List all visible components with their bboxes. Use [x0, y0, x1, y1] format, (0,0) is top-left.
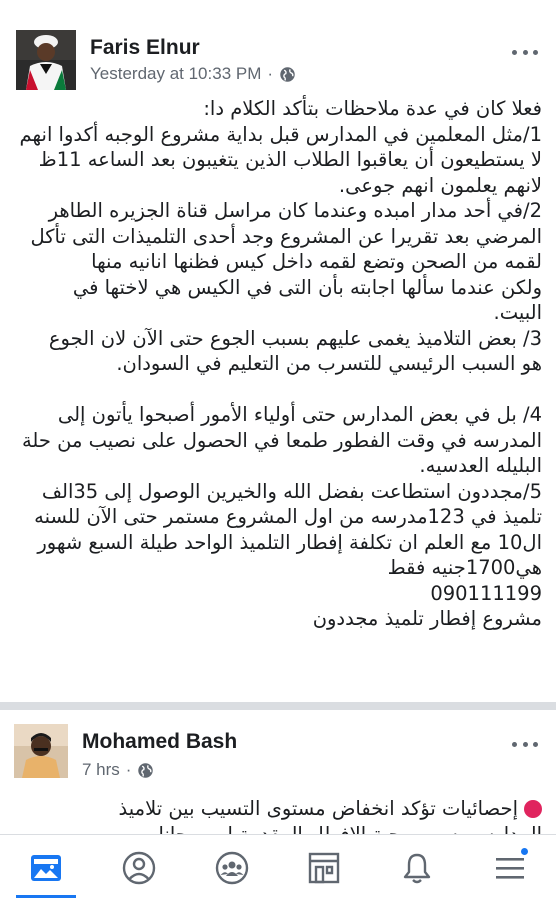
- author-name[interactable]: Mohamed Bash: [82, 730, 238, 753]
- bottom-tab-bar: [0, 834, 556, 900]
- post-header: [16, 28, 540, 92]
- more-dot: [512, 742, 517, 747]
- post-text-line: فعلا كان في عدة ملاحظات بتأكد الكلام دا:: [203, 97, 542, 120]
- more-dot: [523, 742, 528, 747]
- avatar[interactable]: [14, 724, 68, 778]
- notifications-bell-icon: [399, 850, 435, 886]
- tab-news-feed[interactable]: [16, 838, 76, 898]
- post-text-line: 5/مجددون استطاعت بفضل الله والخيرين الوصول إلى 35الف: [41, 479, 542, 503]
- tab-notifications[interactable]: [387, 838, 447, 898]
- post-text-line: هي1700جنيه فقط: [387, 556, 542, 579]
- post-text-line: [18, 796, 542, 822]
- post-card: [0, 710, 556, 834]
- more-options-button[interactable]: [510, 734, 540, 754]
- profile-icon: [121, 850, 157, 886]
- tab-groups[interactable]: [202, 838, 262, 898]
- groups-icon: [214, 850, 250, 886]
- more-options-button[interactable]: [510, 42, 540, 62]
- more-dot: [512, 50, 517, 55]
- post-text-line: 090111199: [430, 581, 542, 605]
- post-text-line: هو السبب الرئيسي للتسرب من التعليم في السودان.: [116, 352, 542, 375]
- post-text-line: 2/في أحد مدار امبده وعندما كان مراسل قناة الجزيره الطاهر: [48, 199, 542, 222]
- red-circle-icon: [524, 800, 542, 818]
- avatar-image: [16, 30, 76, 90]
- more-dot: [533, 742, 538, 747]
- post-time[interactable]: 7 hrs: [82, 760, 120, 779]
- post-text: [18, 96, 542, 632]
- more-dot: [533, 50, 538, 55]
- post-text-line: تلميذ في 123مدرسه من اول المشروع مستمر حتى الآن للسنه: [34, 505, 542, 528]
- author-name[interactable]: Faris Elnur: [90, 36, 200, 59]
- meta-separator: ·: [125, 760, 132, 779]
- active-tab-indicator: [16, 895, 76, 898]
- globe-icon: [279, 66, 296, 83]
- post-text-line: ال10 مع العلم ان تكلفة إفطار التلميذ الواحد طيلة السبع شهور: [37, 530, 542, 554]
- tab-profile[interactable]: [109, 838, 169, 898]
- news-feed-icon: [28, 850, 64, 886]
- post-text-line: مشروع إفطار تلميذ مجددون: [312, 607, 542, 630]
- post-text-content: إحصائيات تؤكد انخفاض مستوى التسيب بين تلاميذ: [118, 797, 518, 820]
- post-text-line: ولكن عندما سألها اجابته بأن التى في الكيس هي لاختها في: [72, 275, 542, 299]
- avatar[interactable]: [16, 30, 76, 90]
- post-text-line: 4/ بل في بعض المدارس حتى أولياء الأمور أصبحوا يأتون إلى: [57, 403, 542, 426]
- tab-marketplace[interactable]: [294, 838, 354, 898]
- avatar-image: [14, 724, 68, 778]
- post-meta: [90, 64, 296, 84]
- post-text-line: المرضي بعد تقريرا عن المشروع وجد أحدى التلميذات التى تأكل: [30, 224, 542, 248]
- post-text-line: البليله العدسيه.: [419, 454, 542, 477]
- post-text-line: لقمه من الصحن وتضع لقمه داخل كيس فظنها انانيه منها: [91, 250, 542, 273]
- post-meta: [82, 760, 154, 780]
- post-time[interactable]: Yesterday at 10:33 PM: [90, 64, 262, 83]
- marketplace-icon: [306, 850, 342, 886]
- more-dot: [523, 50, 528, 55]
- tab-menu[interactable]: [480, 838, 540, 898]
- post-text-line: لا يستطيعون أن يعاقبوا الطلاب الذين يتغيبون بعد الساعه 11ظ: [38, 148, 542, 171]
- post-text-line: 3/ بعض التلاميذ يغمى عليهم بسبب الجوع حتى الآن لان الجوع: [48, 326, 542, 350]
- meta-separator: ·: [267, 64, 274, 83]
- post-text-line: البيت.: [493, 301, 542, 324]
- notification-badge-dot: [519, 846, 530, 857]
- post-text-line: 1/مثل المعلمين في المدارس قبل بداية مشروع الوجبه أكدوا انهم: [19, 122, 542, 146]
- post-header: [14, 724, 540, 784]
- post-text-line: المدرسه في وقت الفطور طمعا في الحصول على نصيب من حلة: [21, 428, 542, 452]
- post-text-line: [18, 377, 542, 403]
- globe-icon: [137, 762, 154, 779]
- post-text-line: لانهم يعلمون انهم جوعى.: [338, 173, 542, 197]
